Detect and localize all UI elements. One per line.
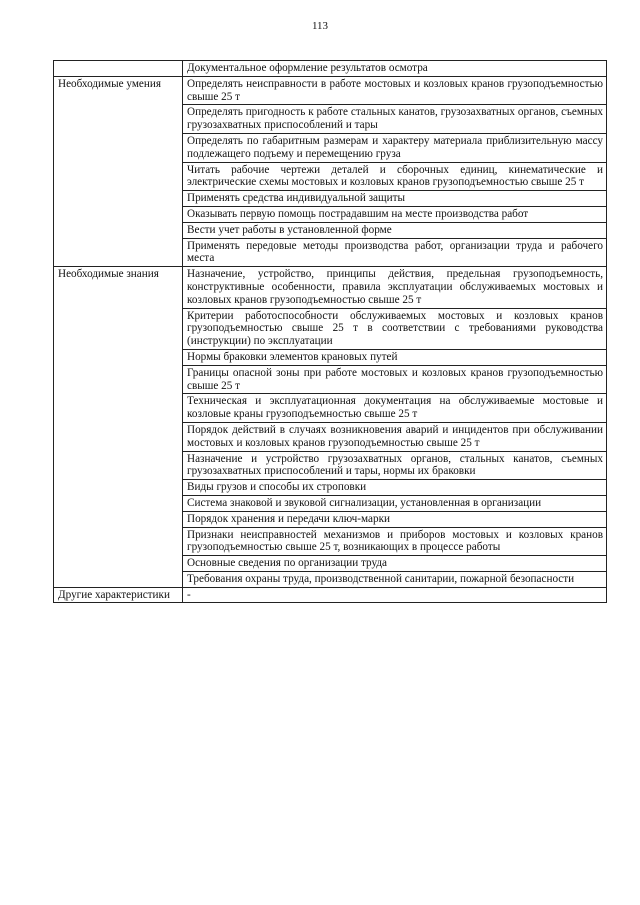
- table-row: [54, 511, 607, 527]
- row-label: [54, 61, 183, 77]
- row-item: Документальное оформление результатов осмотра: [183, 61, 607, 77]
- row-item: Применять передовые методы производства работ, организации труда и рабочего места: [183, 238, 607, 267]
- row-item: Основные сведения по организации труда: [183, 556, 607, 572]
- table-row: [54, 76, 607, 105]
- row-item: Критерии работоспособности обслуживаемых мостовых и козловых кранов грузоподъемностью свыше 25 т в соответствии с требованиями руководства (инструкции) по эксплуатации: [183, 308, 607, 349]
- table-row: [54, 206, 607, 222]
- table-row: [54, 191, 607, 207]
- table-row: [54, 238, 607, 267]
- row-label: [54, 238, 183, 267]
- row-item: Определять пригодность к работе стальных канатов, грузозахватных органов, съемных грузозахватных приспособлений и тары: [183, 105, 607, 134]
- table-row: [54, 571, 607, 587]
- table-row: [54, 267, 607, 308]
- row-item: Виды грузов и способы их строповки: [183, 480, 607, 496]
- row-label: Необходимые знания: [54, 267, 183, 308]
- row-item: Назначение, устройство, принципы действия, предельная грузоподъемность, конструктивные особенности, правила эксплуатации обслуживаемых мостовых и козловых кранов грузоподъемностью свыше 25 т: [183, 267, 607, 308]
- row-label: Необходимые умения: [54, 76, 183, 105]
- row-item: Границы опасной зоны при работе мостовых и козловых кранов грузоподъемностью свыше 25 т: [183, 365, 607, 394]
- table-row: [54, 394, 607, 423]
- row-label: [54, 495, 183, 511]
- row-item: Признаки неисправностей механизмов и приборов мостовых и козловых кранов грузоподъемностью свыше 25 т, возникающих в процессе работы: [183, 527, 607, 556]
- row-label: [54, 105, 183, 134]
- row-item: Нормы браковки элементов крановых путей: [183, 349, 607, 365]
- row-label: [54, 422, 183, 451]
- row-item: Определять по габаритным размерам и характеру материала приблизительную массу подлежащего подъему и перемещению груза: [183, 133, 607, 162]
- row-label: [54, 527, 183, 556]
- table-row: [54, 105, 607, 134]
- table-row: [54, 422, 607, 451]
- row-label: [54, 365, 183, 394]
- table-row: [54, 133, 607, 162]
- row-item: Оказывать первую помощь пострадавшим на месте производства работ: [183, 206, 607, 222]
- row-item: Система знаковой и звуковой сигнализации, установленная в организации: [183, 495, 607, 511]
- table-row: [54, 556, 607, 572]
- row-label: [54, 308, 183, 349]
- table-row: [54, 308, 607, 349]
- row-item: Определять неисправности в работе мостовых и козловых кранов грузоподъемностью свыше 25 т: [183, 76, 607, 105]
- table-row: [54, 61, 607, 77]
- row-label: [54, 162, 183, 191]
- row-label: [54, 222, 183, 238]
- row-label: [54, 556, 183, 572]
- row-label: [54, 571, 183, 587]
- row-item: Применять средства индивидуальной защиты: [183, 191, 607, 207]
- row-item: -: [183, 587, 607, 603]
- table-row: [54, 527, 607, 556]
- row-item: Порядок хранения и передачи ключ-марки: [183, 511, 607, 527]
- row-label: [54, 133, 183, 162]
- row-label: [54, 349, 183, 365]
- row-label: [54, 394, 183, 423]
- row-label: [54, 191, 183, 207]
- table-row: [54, 365, 607, 394]
- row-label: [54, 511, 183, 527]
- table-row: [54, 222, 607, 238]
- row-item: Требования охраны труда, производственной санитарии, пожарной безопасности: [183, 571, 607, 587]
- row-item: Назначение и устройство грузозахватных органов, стальных канатов, съемных грузозахватных приспособлений и тары, нормы их браковки: [183, 451, 607, 480]
- row-item: Вести учет работы в установленной форме: [183, 222, 607, 238]
- row-label: Другие характеристики: [54, 587, 183, 603]
- row-label: [54, 480, 183, 496]
- row-item: Порядок действий в случаях возникновения аварий и инцидентов при обслуживании мостовых и козловых кранов грузоподъемностью свыше 25 т: [183, 422, 607, 451]
- row-item: Читать рабочие чертежи деталей и сборочных единиц, кинематические и электрические схемы мостовых и козловых кранов грузоподъемностью свыше 25 т: [183, 162, 607, 191]
- row-label: [54, 206, 183, 222]
- requirements-table: [53, 60, 607, 603]
- table-row: [54, 587, 607, 603]
- page-number: 113: [311, 20, 329, 32]
- table-row: [54, 162, 607, 191]
- table-row: [54, 349, 607, 365]
- row-label: [54, 451, 183, 480]
- table-row: [54, 451, 607, 480]
- table-row: [54, 480, 607, 496]
- row-item: Техническая и эксплуатационная документация на обслуживаемые мостовые и козловые краны грузоподъемностью свыше 25 т: [183, 394, 607, 423]
- table-row: [54, 495, 607, 511]
